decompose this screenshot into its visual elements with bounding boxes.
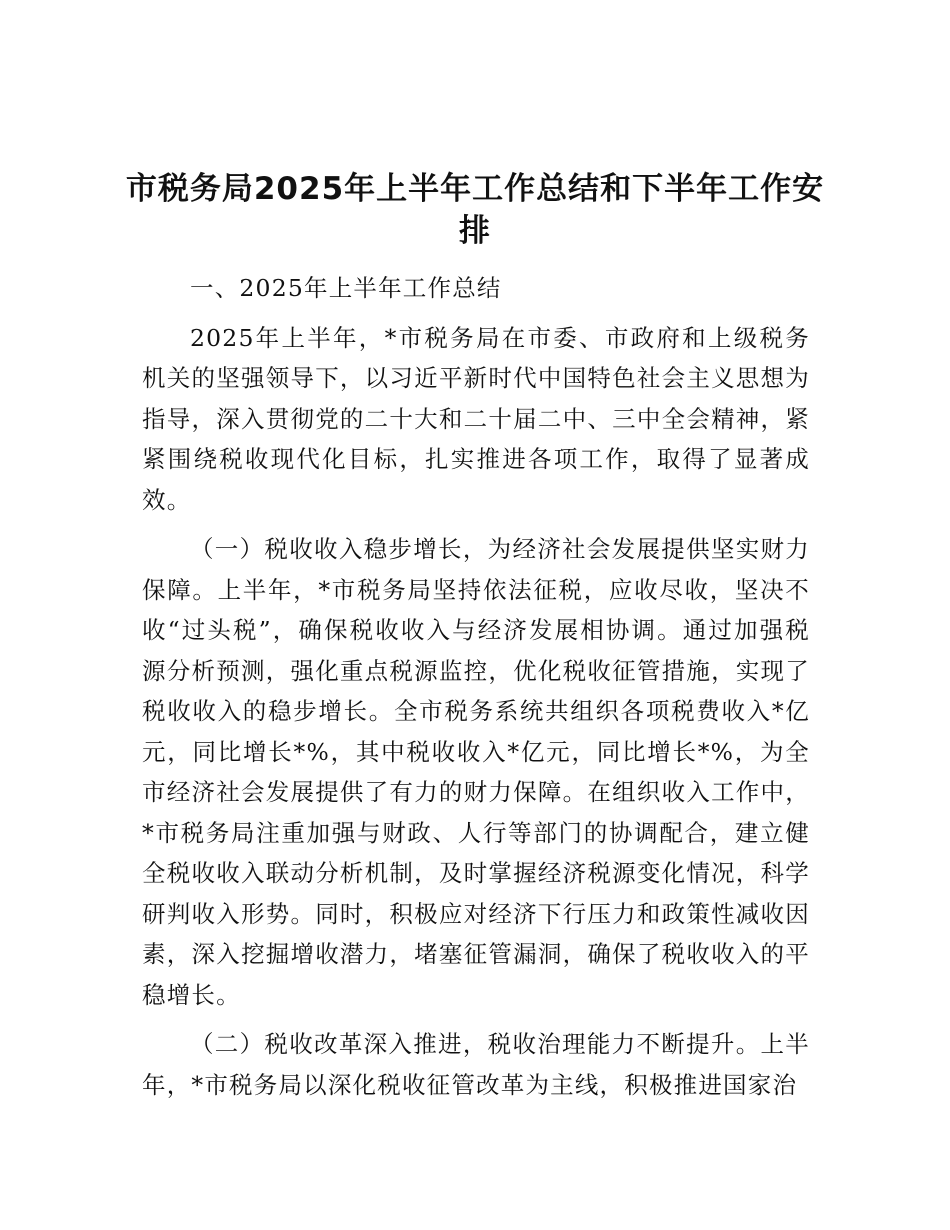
section-heading: 一、2025年上半年工作总结 (190, 274, 502, 302)
document-title: 市税务局2025年上半年工作总结和下半年工作安排 (125, 171, 825, 249)
paragraph-tax-reform: （二）税收改革深入推进，税收治理能力不断提升。上半年，*市税务局以深化税收征管改革为主线，积极推进国家治 (142, 1030, 810, 1099)
paragraph-intro: 2025年上半年，*市税务局在市委、市政府和上级税务机关的坚强领导下，以习近平新时代中国特色社会主义思想为指导，深入贯彻党的二十大和二十届二中、三中全会精神，紧紧围绕税收现代化目标，扎实推进各项工作，取得了显著成效。 (142, 323, 810, 514)
document-body (142, 268, 810, 1114)
paragraph-tax-revenue: （一）税收收入稳步增长，为经济社会发展提供坚实财力保障。上半年，*市税务局坚持依法征税，应收尽收，坚决不收“过头税”，确保税收收入与经济发展相协调。通过加强税源分析预测，强化重点税源监控，优化税收征管措施，实现了税收收入的稳步增长。全市税务系统共组织各项税费收入*亿元，同比增长*%，其中税收收入*亿元，同比增长*%，为全市经济社会发展提供了有力的财力保障。在组织收入工作中，*市税务局注重加强与财政、人行等部门的协调配合，建立健全税收收入联动分析机制，及时掌握经济税源变化情况，科学研判收入形势。同时，积极应对经济下行压力和政策性减收因素，深入挖掘增收潜力，堵塞征管漏洞，确保了税收收入的平稳增长。 (142, 535, 810, 1009)
